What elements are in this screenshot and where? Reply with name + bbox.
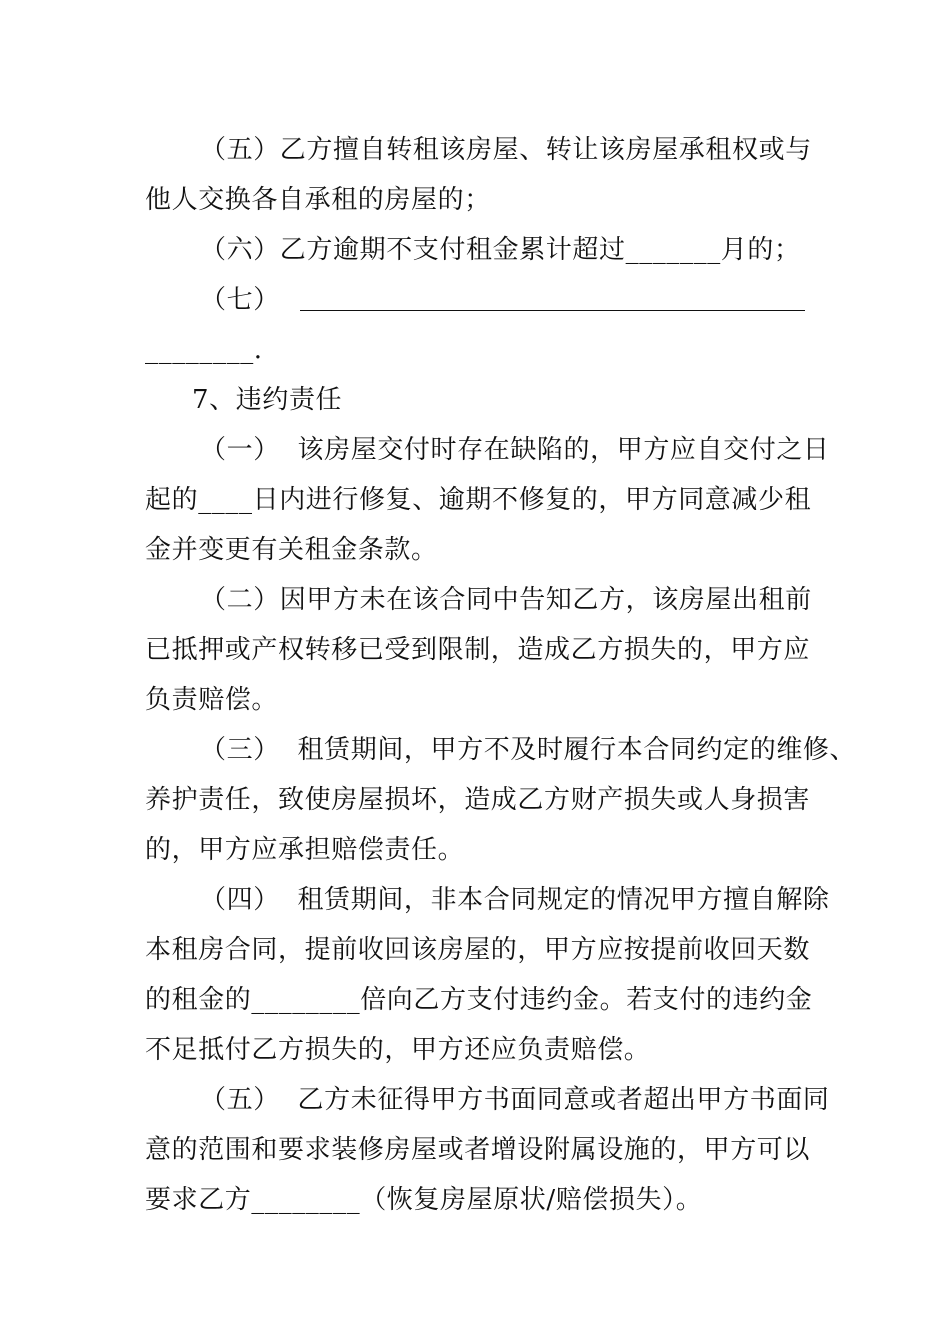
clause-7-4-line-4: 不足抵付乙方损失的，甲方还应负责赔偿。 [145,1035,651,1065]
clause-7-5-line-1: （五） 乙方未征得甲方书面同意或者超出甲方书面同 [200,1085,830,1115]
clause-7-5-line-3: 要求乙方________（恢复房屋原状/赔偿损失）。 [145,1185,703,1215]
clause-7-5-line-2: 意的范围和要求装修房屋或者增设附属设施的，甲方可以 [145,1135,811,1165]
clause-7-4-line-2: 本租房合同，提前收回该房屋的，甲方应按提前收回天数 [145,935,811,965]
clause-7-3-line-1: （三） 租赁期间，甲方不及时履行本合同约定的维修、 [200,735,857,765]
clause-7-1-line-2: 起的____日内进行修复、逾期不修复的，甲方同意减少租 [145,485,812,515]
clause-7-2-line-2: 已抵押或产权转移已受到限制，造成乙方损失的，甲方应 [145,635,811,665]
clause-7-2-line-1: （二）因甲方未在该合同中告知乙方，该房屋出租前 [200,585,812,615]
clause-7-4-line-3: 的租金的________倍向乙方支付违约金。若支付的违约金 [145,985,813,1015]
clause-7-2-line-3: 负责赔偿。 [145,685,279,715]
clause-6-7-continuation: ________. [145,335,263,365]
section-7-heading: 7、违约责任 [192,385,343,415]
clause-6-7-blank [300,310,805,311]
clause-7-1-line-3: 金并变更有关租金条款。 [145,535,438,565]
clause-7-1-line-1: （一） 该房屋交付时存在缺陷的，甲方应自交付之日 [200,435,830,465]
clause-6-7-label: （七） [200,285,280,315]
clause-6-5-line-1: （五）乙方擅自转租该房屋、转让该房屋承租权或与 [200,135,812,165]
clause-7-3-line-2: 养护责任，致使房屋损坏，造成乙方财产损失或人身损害 [145,785,811,815]
clause-7-3-line-3: 的，甲方应承担赔偿责任。 [145,835,465,865]
clause-6-6: （六）乙方逾期不支付租金累计超过_______月的； [200,235,801,265]
clause-6-5-line-2: 他人交换各自承租的房屋的； [145,185,491,215]
clause-7-4-line-1: （四） 租赁期间，非本合同规定的情况甲方擅自解除 [200,885,830,915]
